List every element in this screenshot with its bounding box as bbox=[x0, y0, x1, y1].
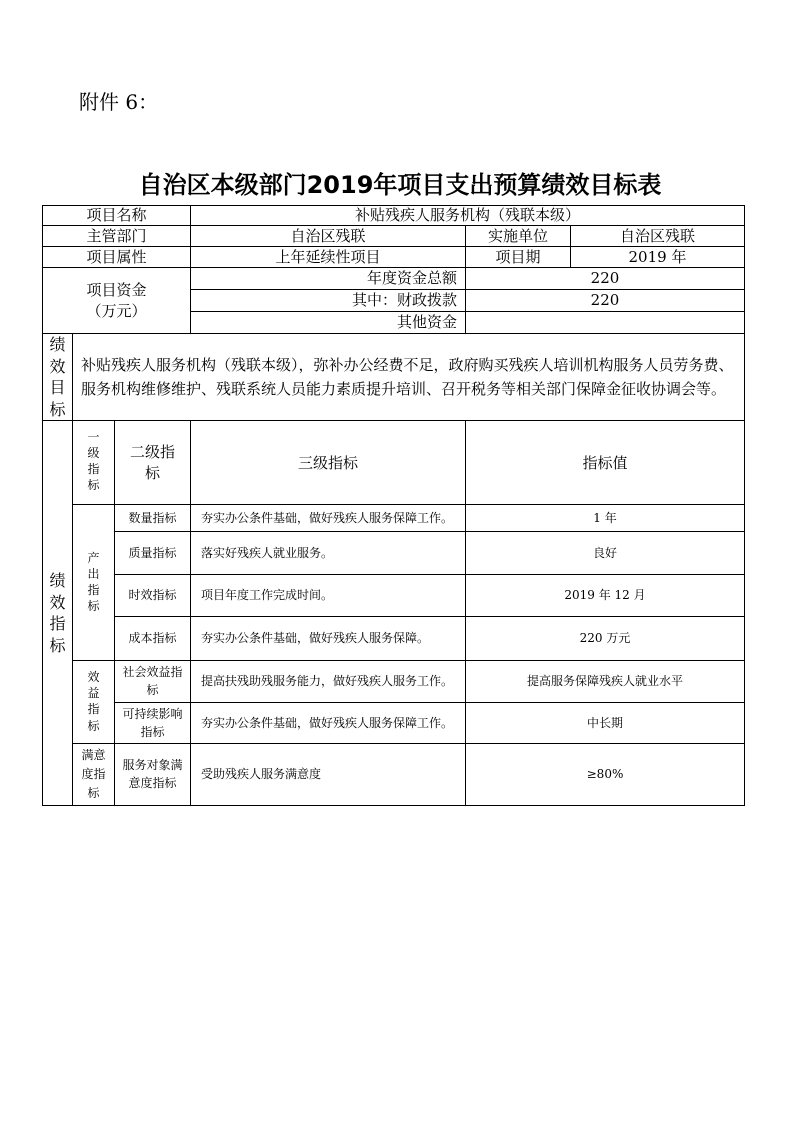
project-name-value: 补贴残疾人服务机构（残联本级） bbox=[191, 206, 745, 226]
value-cell: 提高服务保障残疾人就业水平 bbox=[466, 661, 745, 703]
project-name-label: 项目名称 bbox=[43, 206, 191, 226]
funding-fiscal-value: 220 bbox=[466, 290, 745, 312]
value-cell: 2019 年 12 月 bbox=[466, 575, 745, 617]
header-level2-line2: 标 bbox=[144, 463, 160, 482]
group-output-char: 标 bbox=[87, 599, 100, 614]
indicators-label-char: 标 bbox=[49, 635, 66, 655]
goal-label-char: 目 bbox=[49, 378, 66, 398]
level3-cell: 提高扶残助残服务能力，做好残疾人服务工作。 bbox=[191, 661, 466, 703]
group-satisfaction-line: 标 bbox=[87, 786, 100, 801]
level2-line2: 标 bbox=[146, 683, 159, 698]
level2-line2: 意度指标 bbox=[128, 776, 177, 791]
goal-label-char: 效 bbox=[49, 356, 66, 376]
header-level2-line1: 二级指 bbox=[129, 443, 175, 462]
level2-line1: 服务对象满 bbox=[122, 758, 183, 773]
funding-other-value bbox=[466, 312, 745, 334]
table-row bbox=[43, 661, 745, 703]
impl-label: 实施单位 bbox=[466, 226, 571, 247]
period-value: 2019 年 bbox=[571, 247, 745, 268]
indicators-label-char: 效 bbox=[49, 592, 66, 612]
level2-cell bbox=[115, 703, 191, 744]
group-benefit-char: 益 bbox=[87, 686, 100, 701]
value-cell: 220 万元 bbox=[466, 617, 745, 661]
header-level1-char: 指 bbox=[87, 462, 100, 477]
table-row bbox=[43, 617, 745, 661]
group-output-char: 出 bbox=[87, 566, 100, 581]
header-level1-char: 标 bbox=[87, 478, 100, 493]
level3-cell: 项目年度工作完成时间。 bbox=[191, 575, 466, 617]
header-level2 bbox=[115, 421, 191, 505]
period-label: 项目期 bbox=[466, 247, 571, 268]
group-output-char: 产 bbox=[87, 550, 100, 565]
goal-label-char: 绩 bbox=[49, 335, 66, 354]
level2-line1: 可持续影响 bbox=[122, 706, 183, 721]
level2-cell: 成本指标 bbox=[115, 617, 191, 661]
level2-cell: 数量指标 bbox=[115, 505, 191, 532]
funding-label-line1: 项目资金 bbox=[86, 281, 147, 299]
row-department bbox=[43, 226, 745, 247]
group-output-char: 指 bbox=[87, 582, 100, 597]
funding-label-line2: （万元） bbox=[86, 301, 147, 320]
value-cell: 中长期 bbox=[466, 703, 745, 744]
row-project-name bbox=[43, 206, 745, 226]
header-level3: 三级指标 bbox=[191, 421, 466, 505]
table-row bbox=[43, 505, 745, 532]
indicators-label-char: 绩 bbox=[49, 571, 66, 591]
group-satisfaction-line: 满意 bbox=[81, 748, 106, 763]
level2-cell: 时效指标 bbox=[115, 575, 191, 617]
level3-cell: 夯实办公条件基础，做好残疾人服务保障工作。 bbox=[191, 505, 466, 532]
table-row bbox=[43, 744, 745, 806]
group-benefit-label bbox=[73, 661, 115, 744]
group-benefit-char: 指 bbox=[87, 702, 100, 717]
dept-label: 主管部门 bbox=[43, 226, 191, 247]
level2-cell bbox=[115, 744, 191, 806]
indicators-label-char: 指 bbox=[49, 614, 66, 634]
attr-label: 项目属性 bbox=[43, 247, 191, 268]
group-benefit-char: 效 bbox=[87, 670, 100, 684]
group-output-label bbox=[73, 505, 115, 661]
funding-total-value: 220 bbox=[466, 268, 745, 290]
level3-cell: 受助残疾人服务满意度 bbox=[191, 744, 466, 806]
performance-table bbox=[42, 205, 745, 806]
level2-line2: 指标 bbox=[140, 724, 165, 739]
level2-cell: 质量指标 bbox=[115, 532, 191, 575]
row-goal bbox=[43, 334, 745, 421]
goal-label-char: 标 bbox=[49, 399, 66, 419]
row-indicator-header bbox=[43, 421, 745, 505]
attr-value: 上年延续性项目 bbox=[191, 247, 466, 268]
attachment-label: 附件 6： bbox=[79, 90, 159, 114]
value-cell: 良好 bbox=[466, 532, 745, 575]
header-value: 指标值 bbox=[466, 421, 745, 505]
page-title: 自治区本级部门2019年项目支出预算绩效目标表 bbox=[138, 171, 662, 199]
funding-label bbox=[43, 268, 191, 334]
value-cell: 1 年 bbox=[466, 505, 745, 532]
level3-cell: 落实好残疾人就业服务。 bbox=[191, 532, 466, 575]
group-satisfaction-label bbox=[73, 744, 115, 806]
table-row bbox=[43, 575, 745, 617]
level2-line1: 社会效益指 bbox=[122, 665, 183, 680]
funding-other-label: 其他资金 bbox=[191, 312, 466, 334]
funding-total-label: 年度资金总额 bbox=[191, 268, 466, 290]
header-level1-char: 一 bbox=[87, 429, 100, 444]
goal-text: 补贴残疾人服务机构（残联本级），弥补办公经费不足，政府购买残疾人培训机构服务人员劳务费、服务机构维修维护、残联系统人员能力素质提升培训、召开税务等相关部门保障金征收协调会等。 bbox=[73, 334, 745, 421]
header-level1 bbox=[73, 421, 115, 505]
group-benefit-char: 标 bbox=[87, 718, 100, 733]
indicators-label bbox=[43, 421, 73, 806]
level3-cell: 夯实办公条件基础，做好残疾人服务保障。 bbox=[191, 617, 466, 661]
value-cell: ≥80% bbox=[466, 744, 745, 806]
row-funding-total bbox=[43, 268, 745, 290]
row-attribute bbox=[43, 247, 745, 268]
level3-cell: 夯实办公条件基础，做好残疾人服务保障工作。 bbox=[191, 703, 466, 744]
table-row bbox=[43, 532, 745, 575]
level2-cell bbox=[115, 661, 191, 703]
table-row bbox=[43, 703, 745, 744]
dept-value: 自治区残联 bbox=[191, 226, 466, 247]
funding-fiscal-label: 其中：财政拨款 bbox=[191, 290, 466, 312]
goal-label bbox=[43, 334, 73, 421]
header-level1-char: 级 bbox=[87, 445, 100, 460]
impl-value: 自治区残联 bbox=[571, 226, 745, 247]
group-satisfaction-line: 度指 bbox=[81, 767, 106, 782]
